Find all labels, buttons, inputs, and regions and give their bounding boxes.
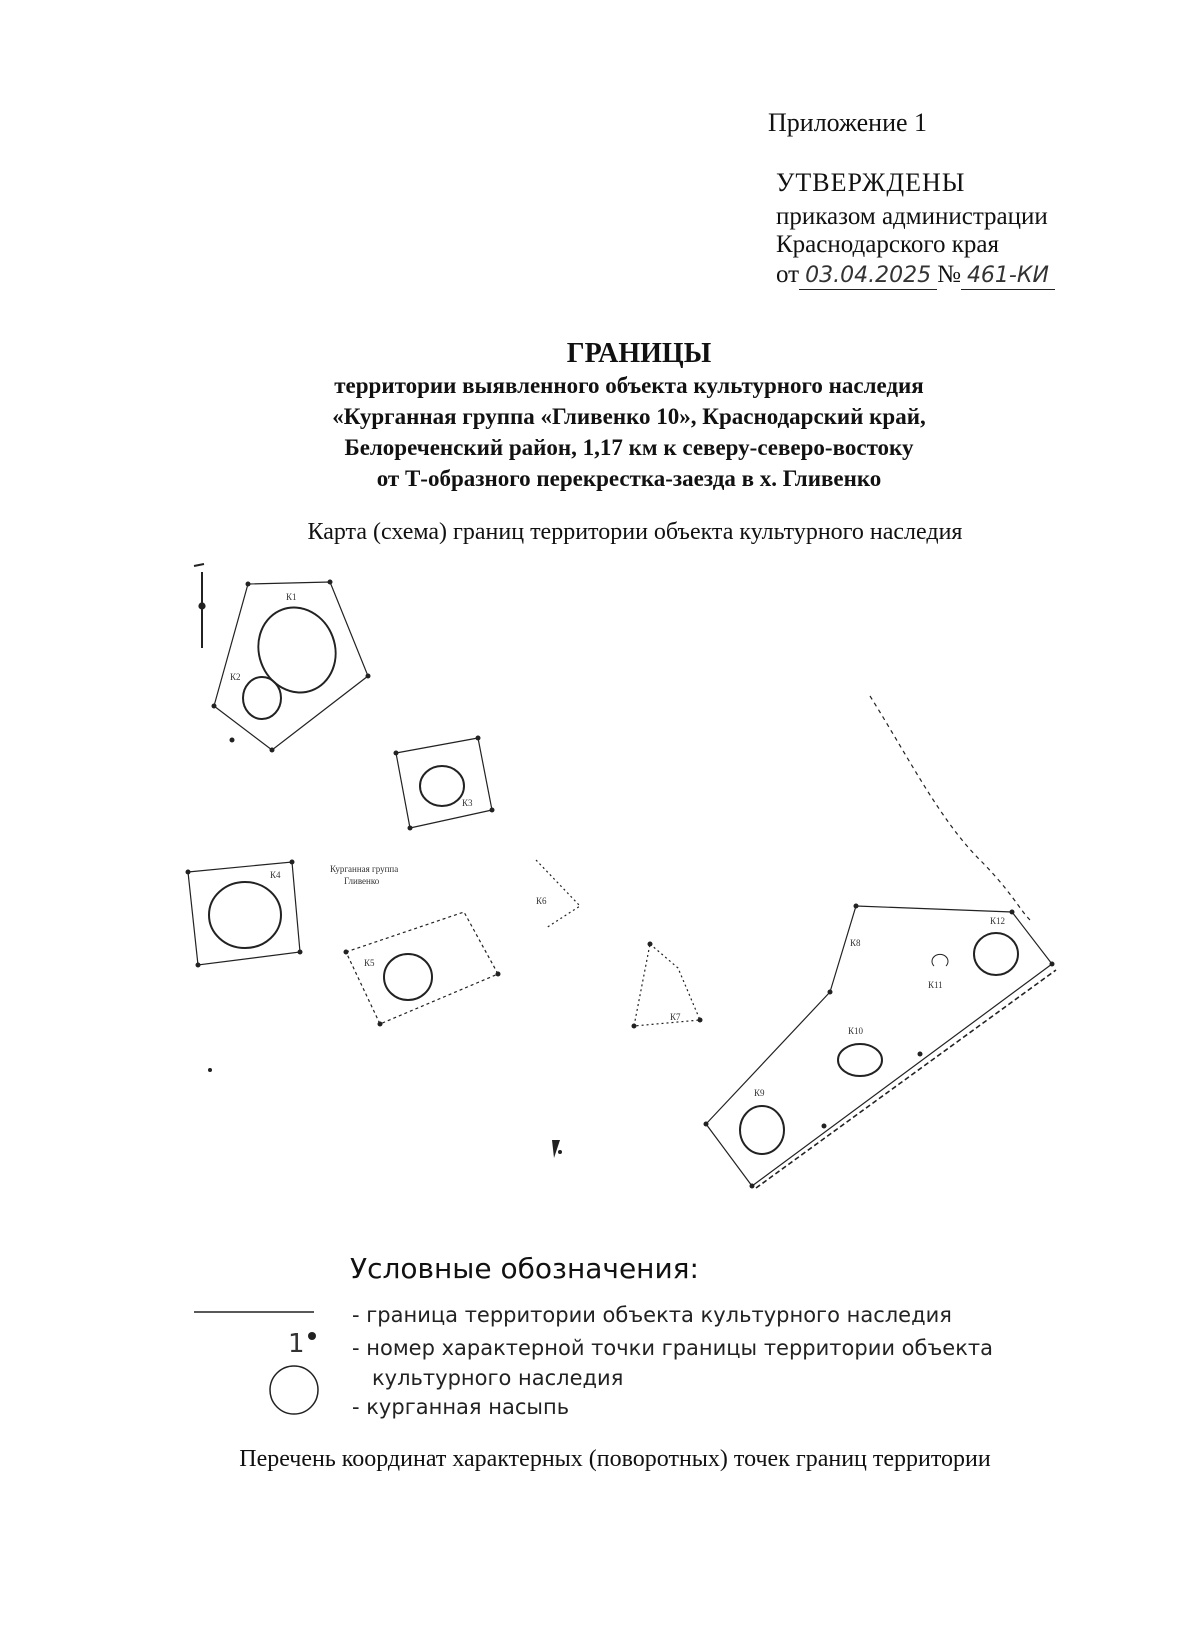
approved-label: УТВЕРЖДЕНЫ [776,168,966,197]
number-prefix: № [937,261,961,288]
map-label-k3: К3 [462,798,473,808]
map-label-k2: К2 [230,672,241,682]
map-label-k4: К4 [270,870,281,880]
doc-title: ГРАНИЦЫ [566,338,712,369]
map-label-k6: К6 [536,896,547,906]
road-edge [756,970,1056,1188]
map-label-k11: К11 [928,980,943,990]
south-marker-icon [552,1140,560,1158]
boundary-polygon-5 [536,860,580,928]
boundary-polygon-3 [188,862,300,965]
boundary-polygon-6 [634,944,700,1026]
mound-K10 [838,1044,882,1076]
boundary-polygon-4 [346,912,498,1024]
doc-subtitle-4: от Т-образного перекрестка-заезда в х. Гливенко [376,466,882,491]
order-number: 461-КИ [961,263,1055,290]
map-label-k9: К9 [754,1088,765,1098]
doc-subtitle-2: «Курганная группа «Гливенко 10», Краснодарский край, [332,404,926,429]
map-label-group: Курганная группа [330,864,399,874]
date-prefix: от [776,261,800,288]
appendix-label: Приложение 1 [768,108,928,137]
point-number-symbol: 1 [288,1329,305,1359]
mound-K9 [740,1106,784,1154]
boundary-polygon-2 [396,738,492,828]
coords-title: Перечень координат характерных (поворотных) точек границ территории [239,1446,991,1472]
mound-K3 [420,766,464,806]
order-line-1: приказом администрации [776,203,1048,230]
mound-K12 [974,933,1018,975]
doc-subtitle-1: территории выявленного объекта культурного наследия [334,373,924,398]
north-arrow-icon [194,564,205,648]
map-label-k5: К5 [364,958,375,968]
legend-point-line1: - номер характерной точки границы территории объекта [352,1336,994,1360]
map-label-k1: К1 [286,592,297,602]
map-caption: Карта (схема) границ территории объекта культурного наследия [307,519,963,545]
legend-symbols [190,1300,320,1420]
mound-circle-icon [270,1366,318,1414]
map-label-k8: К8 [850,938,861,948]
map-label-k7: К7 [670,1012,681,1022]
legend-point-line2: культурного наследия [372,1366,624,1390]
boundary-polygon-7 [706,906,1052,1186]
map-label-group-2: Гливенко [344,876,380,886]
legend-title: Условные обозначения: [350,1252,699,1285]
doc-subtitle-3: Белореченский район, 1,17 км к северу-северо-востоку [344,435,914,460]
map-label-k10: К10 [848,1026,864,1036]
legend-boundary: - граница территории объекта культурного наследия [352,1303,952,1327]
mound-K1 [247,597,348,704]
road-line [870,696,1030,920]
boundary-map [180,560,1100,1220]
mound-K11 [932,954,948,966]
order-date: 03.04.2025 [799,263,937,290]
order-date-number [776,262,1055,290]
map-label-k12: К12 [990,916,1006,926]
mound-K5 [384,954,432,1000]
order-line-2: Краснодарского края [776,231,999,258]
mound-K4 [209,882,281,948]
legend-mound: - курганная насыпь [352,1395,570,1419]
point-dot-icon [308,1332,316,1340]
mound-K2 [243,677,281,719]
